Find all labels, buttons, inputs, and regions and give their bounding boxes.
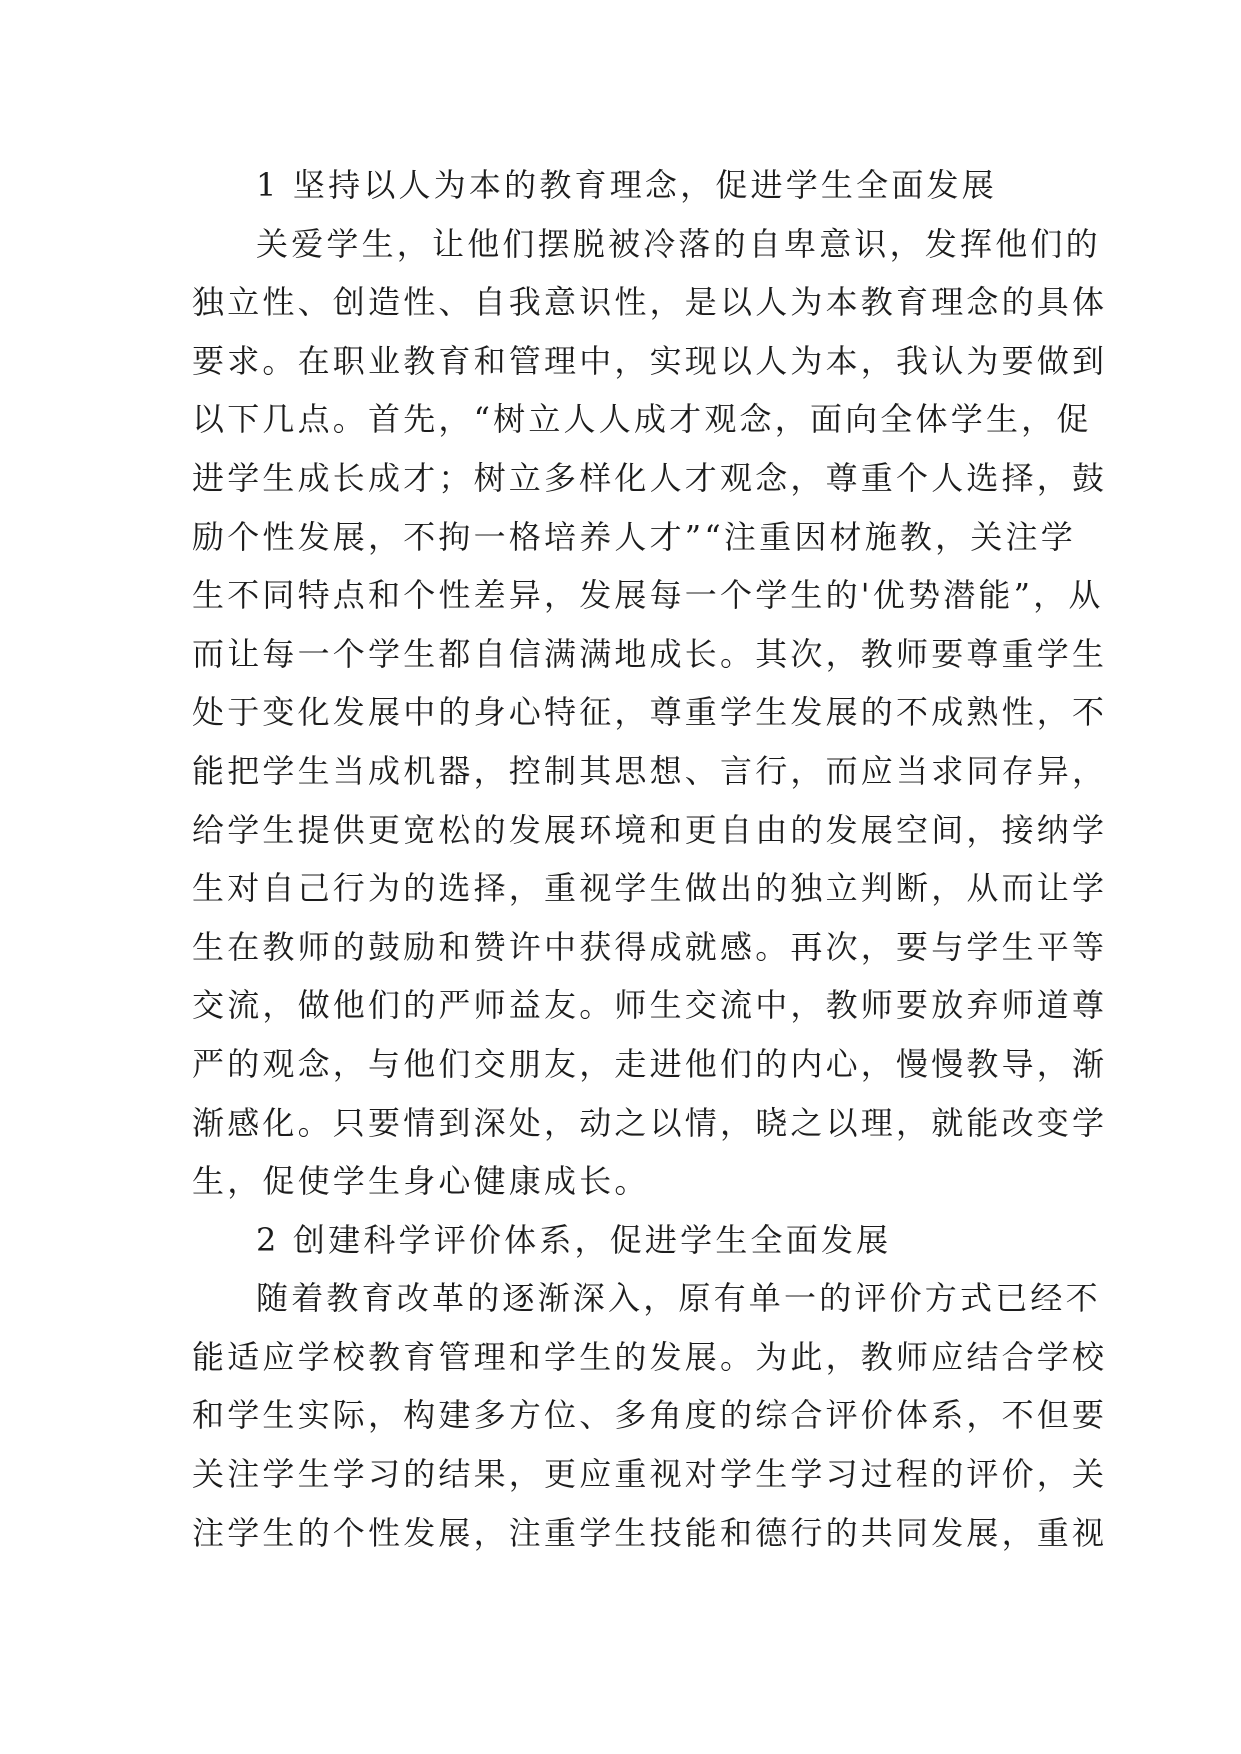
paragraph-1-line: 进学生成长成才；树立多样化人才观念，尊重个人选择，鼓 (192, 458, 1108, 497)
paragraph-1-line: 处于变化发展中的身心特征，尊重学生发展的不成熟性，不 (192, 693, 1108, 732)
section-heading-2: 2 创建科学评价体系，促进学生全面发展 (256, 1220, 892, 1259)
paragraph-1-line: 渐感化。只要情到深处，动之以情，晓之以理，就能改变学 (192, 1103, 1108, 1142)
paragraph-1-line: 要求。在职业教育和管理中，实现以人为本，我认为要做到 (192, 341, 1108, 380)
paragraph-1-line: 交流，做他们的严师益友。师生交流中，教师要放弃师道尊 (192, 986, 1108, 1025)
paragraph-2-line: 随着教育改革的逐渐深入，原有单一的评价方式已经不 (256, 1279, 1101, 1318)
paragraph-1-line: 关爱学生，让他们摆脱被冷落的自卑意识，发挥他们的 (256, 224, 1101, 263)
paragraph-2-line: 关注学生学习的结果，更应重视对学生学习过程的评价，关 (192, 1455, 1108, 1494)
paragraph-1-line: 以下几点。首先，“树立人人成才观念，面向全体学生，促 (192, 400, 1092, 439)
paragraph-1-line: 生不同特点和个性差异，发展每一个学生的'优势潜能”，从 (192, 576, 1104, 615)
paragraph-1-line: 而让每一个学生都自信满满地成长。其次，教师要尊重学生 (192, 634, 1108, 673)
paragraph-1-line: 生在教师的鼓励和赞许中获得成就感。再次，要与学生平等 (192, 927, 1108, 966)
paragraph-1-line: 能把学生当成机器，控制其思想、言行，而应当求同存异， (192, 751, 1108, 790)
document-body (192, 156, 1108, 1562)
paragraph-2-line: 能适应学校教育管理和学生的发展。为此，教师应结合学校 (192, 1337, 1108, 1376)
paragraph-2-line: 和学生实际，构建多方位、多角度的综合评价体系，不但要 (192, 1396, 1108, 1435)
paragraph-1-line: 严的观念，与他们交朋友，走进他们的内心，慢慢教导，渐 (192, 1044, 1108, 1083)
paragraph-1-line: 独立性、创造性、自我意识性，是以人为本教育理念的具体 (192, 283, 1108, 322)
paragraph-1-line: 励个性发展，不拘一格培养人才”“注重因材施教，关注学 (192, 517, 1076, 556)
paragraph-1-line: 给学生提供更宽松的发展环境和更自由的发展空间，接纳学 (192, 810, 1108, 849)
section-heading-1: 1 坚持以人为本的教育理念，促进学生全面发展 (256, 166, 997, 204)
paragraph-1-line: 生对自己行为的选择，重视学生做出的独立判断，从而让学 (192, 869, 1108, 908)
paragraph-2-line: 注学生的个性发展，注重学生技能和德行的共同发展，重视 (192, 1513, 1108, 1552)
paragraph-1-line: 生，促使学生身心健康成长。 (192, 1162, 650, 1201)
